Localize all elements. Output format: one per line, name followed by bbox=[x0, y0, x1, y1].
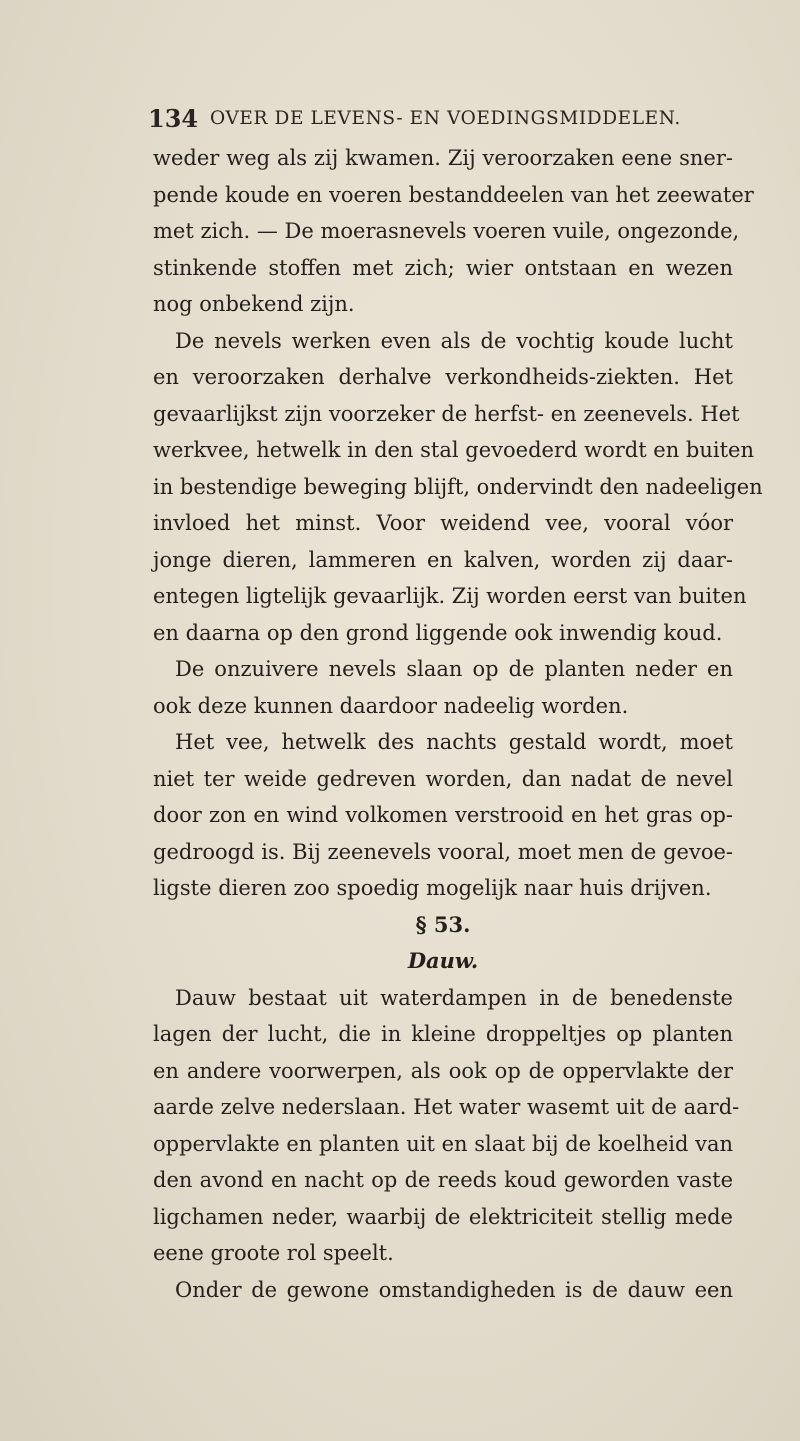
section-title: Dauw. bbox=[407, 948, 479, 973]
text-line: werkvee, hetwelk in den stal gevoederd wordt en buiten bbox=[153, 438, 755, 462]
text-line: niet ter weide gedreven worden, dan nadat de nevel bbox=[153, 766, 733, 791]
text-line: en veroorzaken derhalve verkondheids-ziekten. Het bbox=[153, 365, 733, 389]
text-line: Dauw bestaat uit waterdampen in de benedenste bbox=[175, 985, 733, 1010]
text-line: stinkende stoffen met zich; wier ontstaan en wezen bbox=[153, 255, 733, 280]
text-line: en andere voorwerpen, als ook op de oppervlakte der bbox=[153, 1058, 733, 1083]
text-line: ligste dieren zoo spoedig mogelijk naar huis drijven. bbox=[153, 876, 712, 900]
text-line: door zon en wind volkomen verstrooid en het gras op- bbox=[153, 803, 733, 827]
text-line: invloed het minst. Voor weidend vee, vooral vóor bbox=[153, 511, 733, 535]
text-line: pende koude en voeren bestanddeelen van het zeewater bbox=[153, 182, 754, 207]
text-line: gevaarlijkst zijn voorzeker de herfst- en zeenevels. Het bbox=[153, 401, 740, 426]
text-line: aarde zelve nederslaan. Het water wasemt uit de aard- bbox=[153, 1095, 740, 1119]
text-line: oppervlakte en planten uit en slaat bij de koelheid van bbox=[153, 1131, 733, 1156]
text-line: jonge dieren, lammeren en kalven, worden zij daar- bbox=[153, 547, 733, 572]
page-number: 134 bbox=[148, 104, 199, 133]
page-header bbox=[148, 104, 760, 138]
text-line: De onzuivere nevels slaan op de planten neder en bbox=[175, 657, 733, 681]
text-line: entegen ligtelijk gevaarlijk. Zij worden eerst van buiten bbox=[153, 584, 747, 608]
running-title: OVER DE LEVENS- EN VOEDINGSMIDDELEN. bbox=[210, 108, 681, 129]
text-line: ligchamen neder, waarbij de elektriciteit stellig mede bbox=[153, 1204, 733, 1229]
text-line: en daarna op den grond liggende ook inwendig koud. bbox=[153, 620, 723, 645]
text-line: den avond en nacht op de reeds koud geworden vaste bbox=[153, 1168, 733, 1192]
text-line: met zich. — De moerasnevels voeren vuile, ongezonde, bbox=[153, 219, 740, 243]
text-line: ook deze kunnen daardoor nadeelig worden. bbox=[153, 693, 629, 718]
text-line: gedroogd is. Bij zeenevels vooral, moet men de gevoe- bbox=[153, 839, 733, 864]
body-text bbox=[153, 140, 763, 1308]
text-line: weder weg als zij kwamen. Zij veroorzaken eene sner- bbox=[153, 146, 733, 170]
text-line: Het vee, hetwelk des nachts gestald wordt, moet bbox=[175, 730, 733, 754]
text-line: in bestendige beweging blijft, ondervindt den nadeeligen bbox=[153, 474, 763, 499]
text-line: lagen der lucht, die in kleine droppeltjes op planten bbox=[153, 1022, 733, 1046]
text-line: De nevels werken even als de vochtig koude lucht bbox=[175, 328, 733, 353]
section-number: § 53. bbox=[415, 911, 471, 937]
text-line: eene groote rol speelt. bbox=[153, 1241, 394, 1265]
text-line: nog onbekend zijn. bbox=[153, 292, 355, 316]
text-line: Onder de gewone omstandigheden is de dauw een bbox=[175, 1277, 733, 1302]
